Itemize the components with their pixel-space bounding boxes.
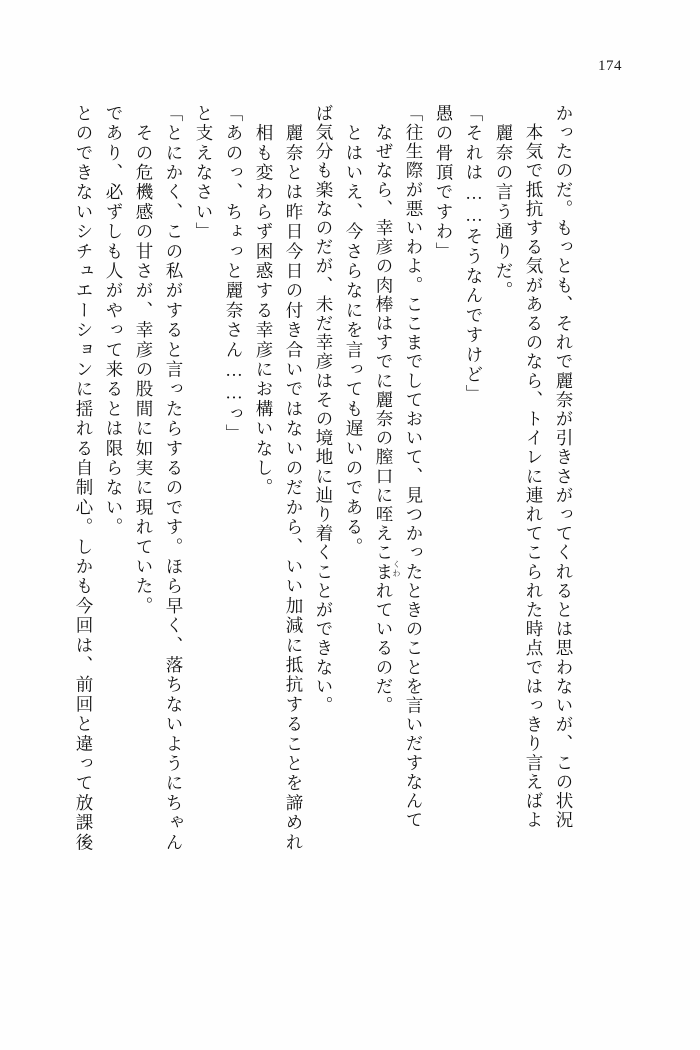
text-column: とのできないシチュエーションに揺れる自制心。しかも今回は、前回と違って放課後 [74, 104, 94, 853]
text-column: 相も変わらず困惑する幸彦にお構いなし。 [254, 104, 274, 498]
text-column: 「それは……そうなんですけど」 [464, 104, 484, 405]
text-column: 「とにかく、この私がすると言ったらするのです。ほら早く、落ちないようにちゃん [164, 104, 184, 853]
text-column: とはいえ、今さらなにを言っても遅いのである。 [344, 104, 364, 558]
text-column: その危機感の甘さが、幸彦の股間に如実に現れていた。 [134, 104, 154, 617]
ruby-annotation: くわ [392, 560, 401, 578]
text-column: 「あのっ、ちょっと麗奈さん……っ」 [224, 104, 244, 444]
text-column: 麗奈の言う通りだ。 [494, 104, 514, 301]
page-number: 174 [598, 58, 622, 74]
text-column: 麗奈とは昨日今日の付き合いではないのだから、いい加減に抵抗することを諦めれ [284, 104, 304, 853]
text-column: なぜなら、幸彦の肉棒はすでに麗奈の膣口に咥えこまれているのだ。 [374, 104, 394, 716]
text-column: であり、必ずしも人がやって来るとは限らない。 [104, 104, 124, 538]
text-column: かったのだ。もっとも、それで麗奈が引きさがってくれるとは思わないが、この状況 [554, 104, 574, 830]
text-column: ば気分も楽なのだが、未だ幸彦はその境地に辿り着くことができない。 [314, 104, 334, 716]
text-column: と支えなさい」 [194, 104, 214, 242]
text-column: 愚の骨頂ですわ」 [434, 104, 454, 262]
vertical-text-body [62, 104, 634, 984]
text-column: 「往生際が悪いわよ。ここまでしておいて、見つかったときのことを言いだすなんて [404, 104, 424, 830]
text-column: 本気で抵抗する気があるのなら、トイレに連れてこられた時点ではっきり言えばよ [524, 104, 544, 830]
